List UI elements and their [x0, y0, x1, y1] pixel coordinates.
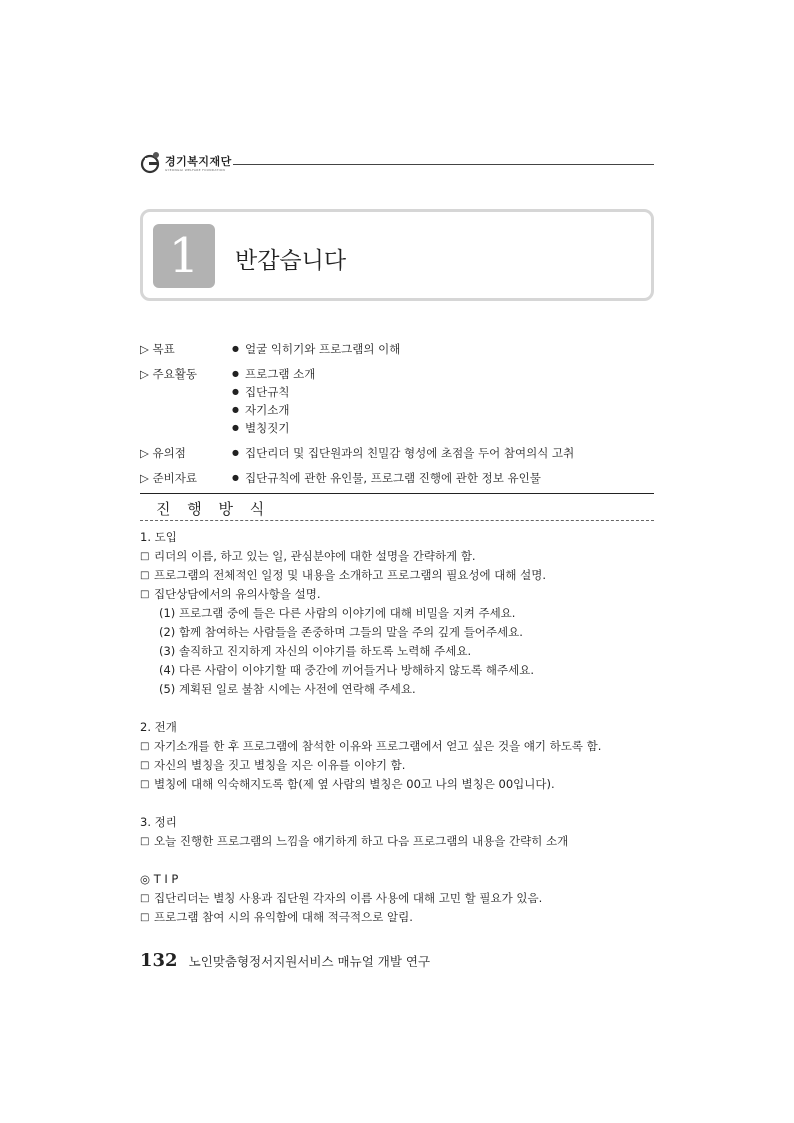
header-rule — [233, 164, 654, 165]
overview-label: ▷ 목표 — [140, 342, 175, 356]
page-header — [140, 150, 654, 180]
overview-label: ▷ 주요활동 — [140, 367, 197, 381]
rule-item: (2) 함께 참여하는 사람들을 존중하며 그들의 말을 주의 깊게 들어주세요. — [159, 625, 523, 639]
page-number: 132 — [140, 950, 178, 971]
overview-row — [140, 365, 654, 437]
step-heading: 1. 도입 — [140, 530, 177, 544]
rule-item: (3) 솔직하고 진지하게 자신의 이야기를 하도록 노력해 주세요. — [159, 644, 472, 658]
overview-label: ▷ 유의점 — [140, 446, 186, 460]
book-title: 노인맞춤형정서지원서비스 매뉴얼 개발 연구 — [188, 954, 431, 969]
org-sub: GYEONGGI WELFARE FOUNDATION — [165, 168, 225, 172]
overview-item: ● 자기소개 — [232, 401, 654, 419]
step-bullet: □ 집단상담에서의 유의사항을 설명. — [140, 585, 660, 604]
chapter-number: 1 — [153, 224, 215, 288]
chapter-title-box — [140, 209, 654, 301]
section-title: 진 행 방 식 — [156, 500, 271, 518]
org-name: 경기복지재단 — [165, 155, 232, 168]
chapter-title: 반갑습니다 — [235, 248, 347, 274]
tip-bullet: □ 프로그램 참여 시의 유익함에 대해 적극적으로 알림. — [140, 908, 660, 927]
step-bullet: □ 리더의 이름, 하고 있는 일, 관심분야에 대한 설명을 간략하게 함. — [140, 547, 660, 566]
step-bullet: □ 자기소개를 한 후 프로그램에 참석한 이유와 프로그램에서 얻고 싶은 것을 얘기 하도록 함. — [140, 737, 660, 756]
overview-row — [140, 340, 654, 358]
tip-heading: ◎ T I P — [140, 872, 179, 886]
rule-item: (4) 다른 사람이 이야기할 때 중간에 끼어들거나 방해하지 않도록 해주세요. — [159, 663, 535, 677]
page-footer — [140, 950, 430, 971]
overview-item: ● 집단리더 및 집단원과의 친밀감 형성에 초점을 두어 참여의식 고취 — [232, 444, 654, 462]
overview-label: ▷ 준비자료 — [140, 471, 197, 485]
overview-row — [140, 444, 654, 462]
rule-item: (1) 프로그램 중에 들은 다른 사람의 이야기에 대해 비밀을 지켜 주세요. — [159, 606, 516, 620]
procedure-body — [140, 528, 660, 927]
foundation-logo-icon — [140, 150, 162, 174]
section-top-rule — [140, 493, 654, 494]
rule-item: (5) 계획된 일로 불참 시에는 사전에 연락해 주세요. — [159, 682, 416, 696]
step-heading: 3. 정리 — [140, 815, 177, 829]
overview-row — [140, 469, 654, 487]
overview-item: ● 별칭짓기 — [232, 419, 654, 437]
overview-item: ● 집단규칙에 관한 유인물, 프로그램 진행에 관한 정보 유인물 — [232, 469, 654, 487]
step-bullet: □ 별칭에 대해 익숙해지도록 함(제 옆 사람의 별칭은 00고 나의 별칭은 00입니다). — [140, 775, 660, 794]
step-bullet: □ 오늘 진행한 프로그램의 느낌을 얘기하게 하고 다음 프로그램의 내용을 간략히 소개 — [140, 832, 660, 851]
overview-item: ● 얼굴 익히기와 프로그램의 이해 — [232, 340, 654, 358]
overview-item: ● 집단규칙 — [232, 383, 654, 401]
step-bullet: □ 프로그램의 전체적인 일정 및 내용을 소개하고 프로그램의 필요성에 대해 설명. — [140, 566, 660, 585]
step-heading: 2. 전개 — [140, 720, 177, 734]
section-dashed-rule — [140, 520, 654, 521]
step-bullet: □ 자신의 별칭을 짓고 별칭을 지은 이유를 이야기 함. — [140, 756, 660, 775]
overview-item: ● 프로그램 소개 — [232, 365, 654, 383]
tip-bullet: □ 집단리더는 별칭 사용과 집단원 각자의 이름 사용에 대해 고민 할 필요가 있음. — [140, 889, 660, 908]
session-overview — [140, 340, 654, 494]
